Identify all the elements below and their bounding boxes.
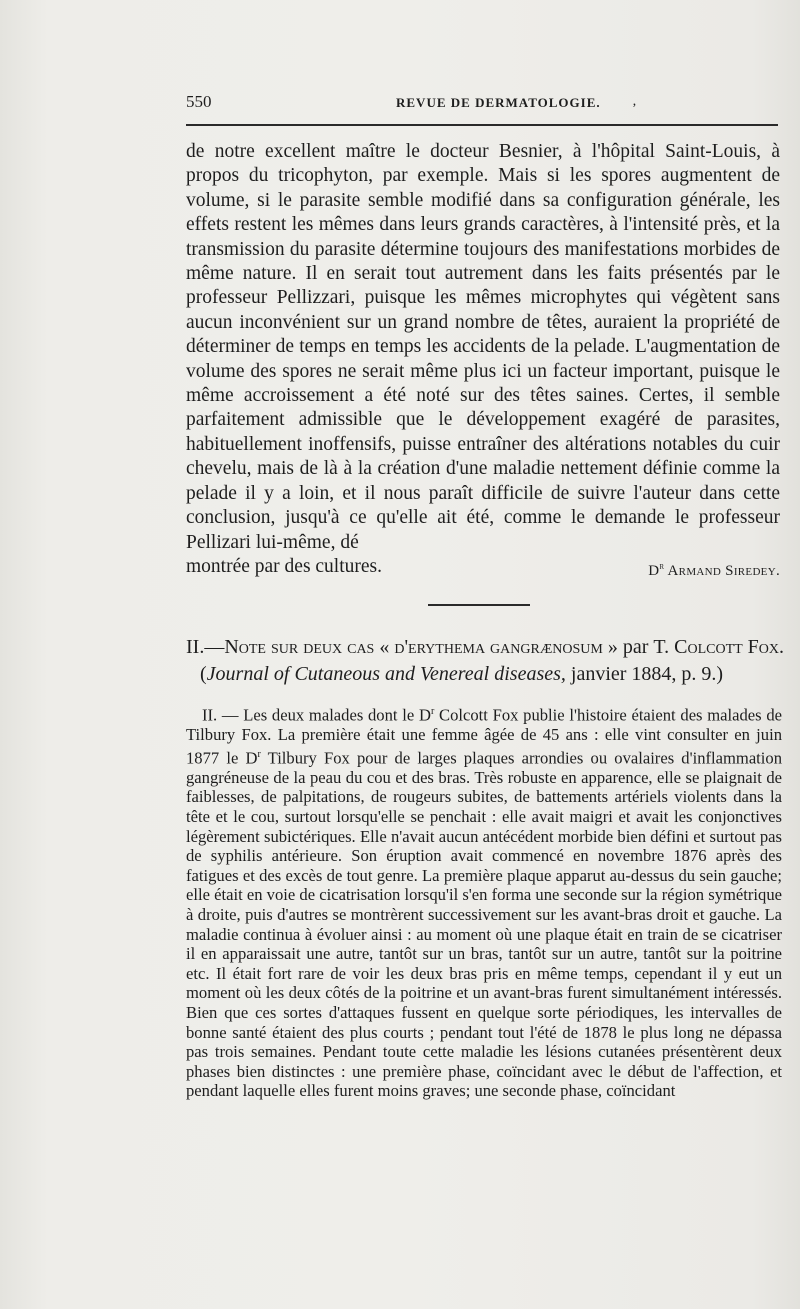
signature-name: Armand Siredey. (667, 562, 780, 579)
section-heading (186, 634, 786, 688)
section-title-line (186, 634, 786, 661)
paragraph-2 (186, 702, 782, 1101)
signature-sup: r (659, 560, 665, 572)
paragraph-2-sup-1: r (430, 706, 435, 717)
header-mark: ‚ (632, 94, 637, 109)
paragraph-2-part-2: Colcott Fox publie l'histoire étaient des malades de Tilbury Fox. La première était une femme âgée de 45 ans : elle vint consulter en juin 1877 le D (186, 705, 783, 768)
citation-date: janvier 1884, p. 9.) (565, 663, 724, 685)
citation-journal: Journal of Cutaneous and Venereal diseases, (206, 663, 566, 685)
page-header (186, 92, 780, 120)
paragraph-1-last-line: montrée par des cultures. (186, 555, 383, 577)
section-title: Note sur deux cas « d'erythema gangrænosum » (224, 636, 618, 658)
header-rule (186, 124, 778, 126)
running-head: REVUE DE DERMATOLOGIE. (396, 95, 601, 110)
signature-line (186, 555, 780, 583)
paragraph-2-part-3: Tilbury Fox pour de larges plaques arrondies ou ovalaires d'inflammation gangréneuse de la peau du cou et des bras. Très robuste en apparence, elle se plaignait de faiblesses, de palpitations, de rougeurs subites, de battements artériels violents dans la tête et le cou, surtout lorsqu'elle se penchait : elle avait maigri et avait les conjonctives légèrement subictériques. Elle n'avait aucun antécédent morbide bien défini et surtout pas de syphilis antérieure. Son éruption avait commencé en novembre 1876 après des fatigues et des excès de tout genre. La première plaque apparut au-dessus du sein gauche; elle était en voie de cicatrisation lorsqu'il s'en forma une seconde sur la région symétrique à droite, puis d'autres se montrèrent successivement sur les avant-bras droit et gauche. La maladie continua à évoluer ainsi : au moment où une plaque était en train de se cicatriser il en apparaissait une autre, tantôt sur un bras, tantôt sur un autre, tantôt sur la poitrine etc. Il était fort rare de voir les deux bras pris en même temps, cependant il y eut un moment où les deux côtés de la poitrine et un avant-bras furent simultanément intéressés. Bien que ces sortes d'attaques fussent en quelque sorte périodiques, les intervalles de bonne santé étaient des plus courts ; pendant tout l'été de 1878 le plus long ne dépassa pas trois semaines. Pendant toute cette maladie les lésions cutanées présentèrent deux phases bien distinctes : une première phase, coïncidant avec le début de l'affection, et pendant laquelle elles furent moins graves; une seconde phase, coïncidant (186, 748, 782, 1101)
paragraph-2-lead: II. — Les deux malades dont le D (202, 705, 431, 725)
author-signature (648, 555, 780, 583)
paragraph-1 (186, 140, 780, 583)
signature-prefix: D (648, 562, 660, 579)
page-number: 550 (186, 92, 212, 111)
paragraph-1-text: de notre excellent maître le docteur Besnier, à l'hôpital Saint-Louis, à propos du tricophyton, par exemple. Mais si les spores augmentent de volume, si le parasite semble modifié dans sa configuration générale, les effets restent les mêmes dans leurs grands caractères, à l'intensité près, et la transmission du parasite détermine toujours des manifestations morbides de même nature. Il en serait tout autrement dans les faits présentés par le professeur Pellizzari, puisque les mêmes microphytes qui végètent sans aucun inconvénient sur un grand nombre de têtes, auraient la propriété de déterminer de temps en temps les accidents de la pelade. L'augmentation de volume des spores ne serait même plus ici un facteur important, puisque le même accroissement a été noté sur des têtes saines. Certes, il semble parfaitement admissible que le développement exagéré de parasites, habituellement inoffensifs, puisse entraîner des altérations notables du cuir chevelu, mais de là à la création d'une maladie nettement définie comme la pelade il y a loin, et il nous paraît difficile de suivre l'auteur dans cette conclusion, jusqu'à ce qu'elle ait été, comme le demande le professeur Pellizari lui-même, dé (186, 141, 780, 553)
section-number: II.— (186, 636, 225, 658)
citation-open: ( (200, 663, 207, 685)
paragraph-2-sup-2: r (257, 748, 261, 760)
section-author: T. Colcott Fox. (653, 636, 785, 658)
section-by: par (617, 636, 654, 658)
section-separator (428, 604, 530, 606)
section-citation (186, 661, 786, 688)
